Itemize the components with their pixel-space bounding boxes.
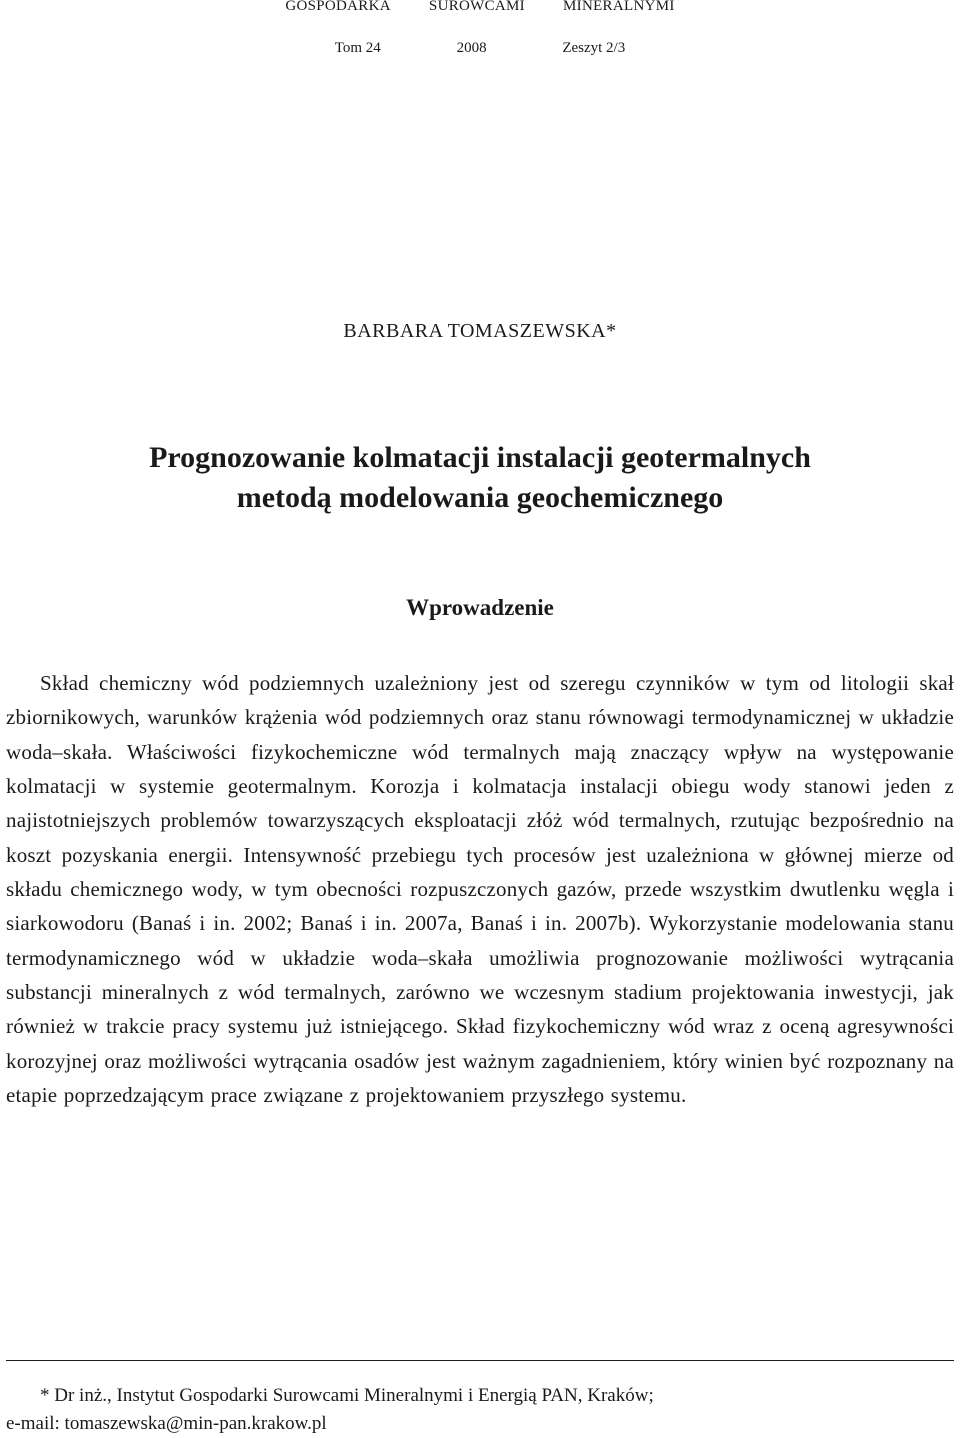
title-line-1: Prognozowanie kolmatacji instalacji geotermalnych — [149, 441, 811, 474]
journal-name-part: GOSPODARKA — [285, 0, 391, 14]
footnote-divider — [6, 1360, 954, 1361]
paper-title — [0, 438, 960, 518]
body-paragraph: Skład chemiczny wód podziemnych uzależniony jest od szeregu czynników w tym od litologii skał zbiornikowych, warunków krążenia wód podziemnych oraz stanu równowagi termodynamicznej w układzie woda–skała. Właściwości fizykochemiczne wód termalnych mają znaczący wpływ na występowanie kolmatacji w systemie geotermalnym. Korozja i kolmatacja instalacji obiegu wody stanowi jeden z najistotniejszych problemów towarzyszących eksploatacji złóż wód termalnych, rzutując bezpośrednio na koszt pozyskania energii. Intensywność przebiegu tych procesów jest uzależniona w głównej mierze od składu chemicznego wody, w tym obecności rozpuszczonych gazów, przede wszystkim dwutlenku węgla i siarkowodoru (Banaś i in. 2002; Banaś i in. 2007a, Banaś i in. 2007b). Wykorzystanie modelowania stanu termodynamicznego wód w układzie woda–skała umożliwia prognozowanie możliwości wytrącania substancji mineralnych z wód termalnych, zarówno we wczesnym stadium projektowania inwestycji, jak również w trakcie pracy systemu już istniejącego. Skład fizykochemiczny wód wraz z oceną agresywności korozyjnej oraz możliwości wytrącania osadów jest ważnym zagadnieniem, który winien być rozpoznany na etapie poprzedzającym prace związane z projektowaniem przyszłego systemu. — [6, 671, 954, 1108]
footnote-affiliation: * Dr inż., Instytut Gospodarki Surowcami Mineralnymi i Energią PAN, Kraków; — [40, 1385, 654, 1406]
volume: Tom 24 — [334, 40, 381, 56]
journal-name-part: MINERALNYMI — [563, 0, 675, 14]
footnote-email: e-mail: tomaszewska@min-pan.krakow.pl — [6, 1413, 327, 1434]
section-heading: Wprowadzenie — [406, 595, 554, 620]
title-line-2: metodą modelowania geochemicznego — [236, 481, 724, 514]
journal-name — [0, 0, 960, 15]
journal-name-part: SUROWCAMI — [428, 0, 525, 14]
issue: Zeszyt 2/3 — [562, 40, 626, 56]
footnote — [6, 1382, 954, 1438]
author-name: BARBARA TOMASZEWSKA* — [343, 320, 617, 342]
year: 2008 — [456, 40, 487, 56]
issue-info — [0, 40, 960, 57]
